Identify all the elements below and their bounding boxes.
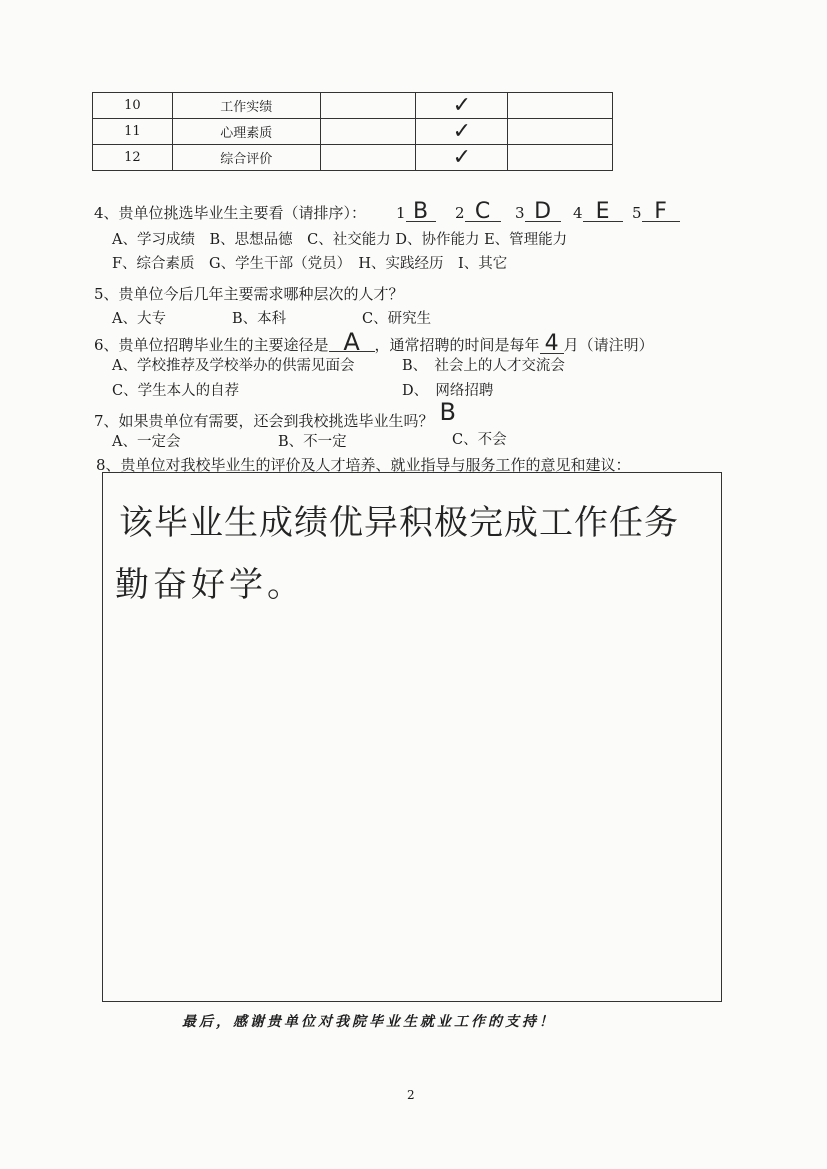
- rank-answer: E: [583, 203, 623, 222]
- rank-answer: B: [406, 203, 436, 222]
- row-number: 10: [93, 93, 173, 119]
- question-7-answer: B: [439, 398, 457, 426]
- suggestion-box: [102, 472, 722, 1002]
- rank-answer: D: [525, 203, 561, 222]
- row-check: [416, 119, 508, 145]
- question-5-option-a: A、大专: [112, 311, 166, 327]
- question-5-option-c: C、研究生: [362, 311, 432, 327]
- question-6-option-d: D、 网络招聘: [402, 383, 494, 399]
- question-4-rank-1: 1 B: [396, 203, 436, 223]
- question-4-options-line-2: F、综合素质 G、学生干部（党员） H、实践经历 I、其它: [112, 256, 508, 272]
- row-item: 心理素质: [172, 119, 320, 145]
- row-cell-empty: [320, 145, 416, 171]
- row-cell-empty: [508, 145, 613, 171]
- footer-thanks: 最后，感谢贵单位对我院毕业生就业工作的支持！: [182, 1014, 556, 1030]
- question-4-rank-3: 3 D: [515, 203, 561, 223]
- question-6-option-a: A、学校推荐及学校举办的供需见面会: [112, 358, 355, 374]
- question-4-options-line-1: A、学习成绩 B、思想品德 C、社交能力 D、协作能力 E、管理能力: [112, 232, 568, 248]
- row-number: 12: [93, 145, 173, 171]
- check-mark-icon: ✓: [452, 118, 471, 144]
- question-5-option-b: B、本科: [232, 311, 287, 327]
- question-6: [94, 328, 654, 356]
- row-check: [416, 93, 508, 119]
- row-cell-empty: [320, 119, 416, 145]
- question-6-month: 4: [540, 335, 564, 354]
- question-7-option-c: C、不会: [452, 432, 507, 448]
- question-6-option-b: B、 社会上的人才交流会: [402, 358, 565, 374]
- row-cell-empty: [508, 93, 613, 119]
- rank-answer: F: [642, 203, 680, 222]
- suggestion-text-line-2: 勤奋好学。: [115, 565, 305, 605]
- suggestion-text-line-1: 该毕业生成绩优异积极完成工作任务: [119, 503, 679, 543]
- question-4-rank-5: 5 F: [632, 203, 680, 223]
- question-8-prompt: 8、贵单位对我校毕业生的评价及人才培养、就业指导与服务工作的意见和建议：: [96, 456, 631, 474]
- question-6-mid: ，通常招聘的时间是每年: [374, 336, 540, 354]
- question-7-option-b: B、不一定: [278, 434, 347, 450]
- check-mark-icon: ✓: [452, 144, 471, 170]
- question-4-prompt: 4、贵单位挑选毕业生主要看（请排序）：: [94, 204, 367, 222]
- question-4-rank-4: 4 E: [573, 203, 623, 223]
- question-6-option-c: C、学生本人的自荐: [112, 383, 240, 399]
- page-number: 2: [407, 1088, 415, 1102]
- evaluation-table: [92, 92, 613, 171]
- table-row: [93, 145, 613, 171]
- rank-answer: C: [465, 203, 501, 222]
- question-4: [94, 203, 366, 223]
- table-row: [93, 119, 613, 145]
- question-5-prompt: 5、贵单位今后几年主要需求哪种层次的人才？: [94, 285, 404, 303]
- table-row: [93, 93, 613, 119]
- question-6-tail: 月（请注明）: [563, 336, 654, 354]
- question-6-prompt: 6、贵单位招聘毕业生的主要途径是: [94, 336, 329, 354]
- question-7-option-a: A、一定会: [112, 434, 181, 450]
- row-cell-empty: [508, 119, 613, 145]
- question-7: [94, 398, 457, 431]
- row-item: 工作实绩: [172, 93, 320, 119]
- row-item: 综合评价: [172, 145, 320, 171]
- row-number: 11: [93, 119, 173, 145]
- question-6-answer: A: [329, 333, 375, 352]
- question-4-rank-2: 2 C: [455, 203, 501, 223]
- row-check: [416, 145, 508, 171]
- question-7-prompt: 7、如果贵单位有需要，还会到我校挑选毕业生吗？: [94, 412, 434, 430]
- row-cell-empty: [320, 93, 416, 119]
- check-mark-icon: ✓: [452, 92, 471, 118]
